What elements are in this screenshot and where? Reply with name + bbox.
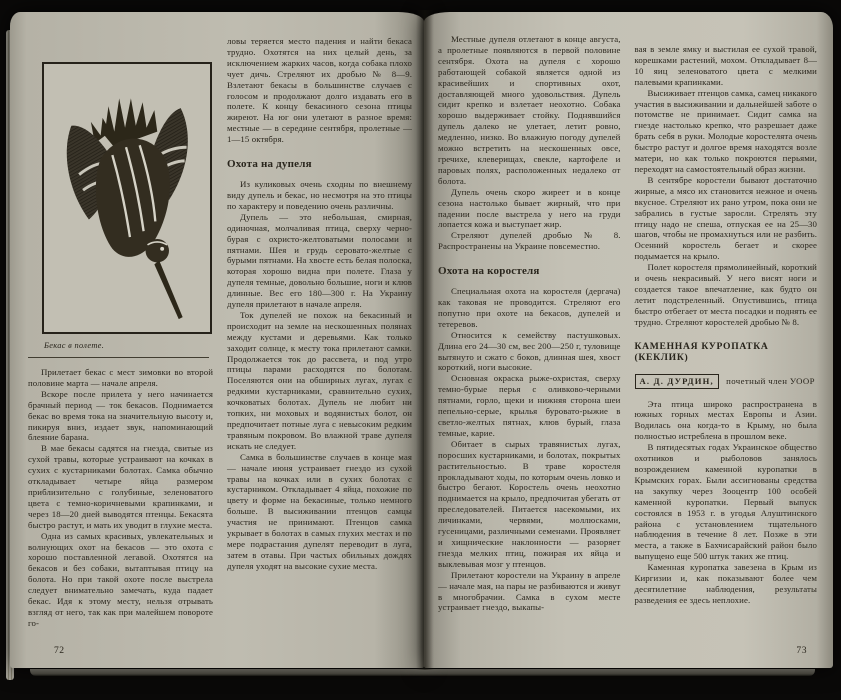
right-column-1-text-after — [438, 286, 621, 613]
paragraph: Специальная охота на коростеля (дергача) как таковая не проводится. Стреляют его попутно при охоте на бекасов, дупелей и тетеревов. — [438, 286, 621, 329]
book-page-left — [10, 12, 424, 668]
left-column-2-text-after — [227, 179, 412, 572]
right-column-1-text-before — [438, 34, 621, 252]
paragraph: В сентябре коростели бывают достаточно жирные, а мясо их становится нежное и очень вкусное. Стреляют их рано утром, пока они не забрались в густые заросли. Стрелять эту птицу надо не спеша, отпуская ее на 25—30 шагов, чтобы не промахнуться или не разбить. Осенний коростель бегает и скорее подымается на крыло. — [634, 174, 817, 262]
book-page-right — [424, 12, 833, 668]
author-title: почетный член УООР — [726, 375, 815, 386]
paragraph: Относится к семейству пастушковых. Длина его 24—30 см, вес 200—250 г, туловище вытянуто и сжато с боков, длинная шея, хвост короткий, ноги высокие. — [438, 329, 621, 373]
paragraph: Одна из самых красивых, увлекательных и волнующих охот на бекасов — это охота с хорошо поставленной легавой. Охотятся на бекасов и без собаки, вытаптывая птицу на болота. Но при такой охоте после выстрела следует внимательно замечать, куда падает бекас. Идя к этому месту, нельзя отрывать взгляд от него, так как при малейшем повороте го- — [28, 530, 213, 628]
section-heading-korostel: Охота на коростеля — [438, 265, 540, 278]
eye — [160, 247, 164, 251]
paragraph: Дупель — это небольшая, смирная, одиночная, молчаливая птица, сверху черно-бурая с охристо-желтоватыми полосами и пятнами. Шея и грудь серовато-желтые с бурыми пятнами. На хвосте есть белая полоска, которая хорошо видна при полете. Глаза у дупеля темные, довольно большие, ноги и клюв длинные. Вес его 180—300 г. На Украину дупеля прилетают в начале апреля. — [227, 211, 412, 310]
paragraph: Местные дупеля отлетают в конце августа, а пролетные появляются в первой половине сентября. Охота на дупеля с хорошо работающей собакой является одной из красивейших и спортивных охот, доставляющей много удовольствия. Дупель сидит крепко и взлетает неохотно. Собака хорошо выдерживает стойку. Поднявшийся дупель далеко не улетает, летит ровно, медленно, низко. Во влажную погоду дупелей можно встретить на нескошенных овсе, гречихе, клеверищах, свекле, картофеле и паровых полях, расположенных недалеко от болота. — [438, 34, 621, 186]
right-column-2-text-after — [635, 399, 818, 606]
paragraph: Эта птица широко распространена в южных горных местах Европы и Азии. Водилась она когда-то в Крыму, но была полностью истреблена в прошлом веке. — [634, 398, 817, 442]
left-column-2-text-before — [227, 36, 412, 145]
paragraph: Из куликовых очень сходны по внешнему виду дупель и бекас, но несмотря на это птицы по характеру и поведению очень различны. — [227, 179, 412, 211]
book-bottom-edge — [30, 669, 815, 676]
snipe-illustration-frame — [42, 62, 212, 334]
paragraph: вая в земле ямку и выстилая ее сухой травой, корешками растений, мохом. Откладывает 8—10 яиц зеленоватого цвета с мелкими палевыми крапинками. — [634, 44, 817, 87]
right-column-2-text-before — [635, 44, 818, 328]
paragraph: Вскоре после прилета у него начинается брачный период — ток бекасов. Поднимается бекас во время тока на значительную высоту и, пикируя вниз, издает звук, напоминающий блеяние барана. — [28, 388, 213, 443]
paragraph: Основная окраска рыже-охристая, сверху темно-бурые перья с оливково-черными пятнами, горло, щеки и нижняя сторона шеи пепельно-серые, крылья буровато-рыжие в светло-желтых пятнах, клюв бурый, глаза темные, карие. — [438, 373, 621, 438]
section-heading-dupel: Охота на дупеля — [227, 158, 312, 171]
chapter-heading-keklik: КАМЕННАЯ КУРОПАТКА (КЕКЛИК) — [634, 340, 769, 363]
page-number-left: 72 — [54, 645, 65, 656]
left-column-1-text — [28, 367, 213, 629]
left-page-column-1 — [28, 36, 213, 656]
paragraph: Прилетает бекас с мест зимовки во второй половине марта — начале апреля. — [28, 367, 213, 388]
paragraph: Полет коростеля прямолинейный, короткий и очень некрасивый. У него висят ноги и создается такое впечатление, как будто он летит подстреленный. Опустившись, птица быстро отбегает от места посадки и поднять ее трудно. Стреляют коростелей дробью № 8. — [634, 262, 817, 327]
page-number-right: 73 — [796, 645, 807, 656]
left-page-column-2 — [227, 36, 412, 656]
paragraph: ловы теряется место падения и найти бекаса трудно. Охотятся на них целый день, за исключением жарких часов, когда собака плохо чует дичь. Стреляют их дробью № 8—9. Взлетают бекасы в большинстве случаев с голосом и продолжают долго издавать его в полете. К концу бекасиного сезона птицы жиреют. На юг они улетают в разное время: местные — в середине сентября, пролетные — 1—15 октября. — [227, 36, 412, 145]
paragraph: Дупель очень скоро жиреет и в конце сезона настолько бывает жирный, что при падении после выстрела у него на груди лопается кожа и выступает жир. — [438, 186, 621, 230]
beak — [154, 260, 182, 319]
author-name-box: А. Д. ДУРДИН, — [635, 374, 719, 389]
tail-feathers — [91, 98, 157, 147]
caption-divider — [28, 357, 209, 358]
paragraph: Высиживает птенцов самка, самец никакого участия в высиживании и дальнейшей заботе о потомстве не принимает. Сидит самка на гнезде настолько крепко, что разрешает даже брать себя в руки. Молодые коростелята очень быстро растут и долгое время находятся возле матери, но как только покроются перьями, переходят на самостоятельный образ жизни. — [634, 87, 817, 174]
paragraph: Обитает в сырых травянистых лугах, поросших кустарниками, и болотах, покрытых растительностью. В траве коростеля прокладывают ходы, по которым очень ловко и быстро бегают. Коростель очень неохотно поднимается на крыло, предпочитая убегать от преследователей. Питается насекомыми, их личинками, червями, моллюсками, гусеницами, различными семенами. Проявляет и хищнические наклонности — разоряет гнезда мелких птиц, пожирая их яйца и выклевывая мозг у птенцов. — [438, 438, 621, 569]
paragraph: Прилетают коростели на Украину в апреле — начале мая, на пары не разбиваются и живут в многобрачии. Самка в сухом месте устраивает гнездо, выкапы- — [438, 569, 621, 613]
paragraph: Стреляют дупелей дробью № 8. Распространены на Украине повсеместно. — [438, 230, 621, 252]
paragraph: Ток дупелей не похож на бекасиный и происходит на земле на нескошенных полянах между кустами и деревьями. Как только заходит солнце, к месту тока прилетают самки. Продолжается ток до рассвета, и под утро птицы парами расходятся по болотам. Поселяются они на обширных лугах, лугах с редкими кустарниками, сравнительно сухих, кочковатых болотах. Дупель не любит ни топких, ни моховых и водянистых болот, он предпочитает потные луга с невысоким редким травяным покровом. Во влажной траве дупеля искать не следует. — [227, 309, 412, 451]
snipe-diving-illustration — [44, 64, 210, 332]
right-page-column-1 — [438, 34, 621, 656]
illustration-caption: Бекас в полете. — [44, 341, 105, 350]
right-page-column-2 — [635, 34, 818, 656]
column-top-spacer — [635, 34, 818, 44]
paragraph: В пятидесятых годах Украинское общество охотников и рыболовов занялось возрождением каменной куропатки в Крымских горах. Были ассигнованы средства на закупку через Зооцентр 100 особей каменной куропатки. Первый выпуск состоялся в 1953 г. в угодья Алуштинского района с установлением тщательного наблюдения в течение 8 лет. Позже в эти места, а также в Бахчисарайский район было выпущено еще 500 штук таких же птиц. — [634, 442, 817, 562]
paragraph: В мае бекасы садятся на гнезда, свитые из сухой травы, которые устраивают на кочках в сухих с кустарниками болотах. Самка обычно откладывает четыре яйца размером приблизительно с голубиные, зеленоватого цвета с темно-коричневыми крапинками, и через 18—20 дней выводятся птенцы. Бекасята быстро растут, и мать их уводит в глухие места. — [28, 443, 213, 530]
paragraph: Каменная куропатка завезена в Крым из Киргизии и, как показывают более чем десятилетние наблюдения, результаты разведения ее здесь неплохие. — [634, 562, 817, 605]
author-line — [635, 374, 818, 389]
paragraph: Самка в большинстве случаев в конце мая — начале июня устраивает гнездо из сухой травы на кочках или в сухих болотах с кустарником. Откладывает 4 яйца, похожие по цвету и форме на бекасиные, только немного больше. В высиживании птенцов самцы участия не принимают. Птенцов самка укрывает в болотах в самых глухих местах и по мере подрастания дупелят переводит в луга, затем в отавы. При частых обильных дождях дупеля уходят на высокие сухие места. — [227, 451, 412, 571]
